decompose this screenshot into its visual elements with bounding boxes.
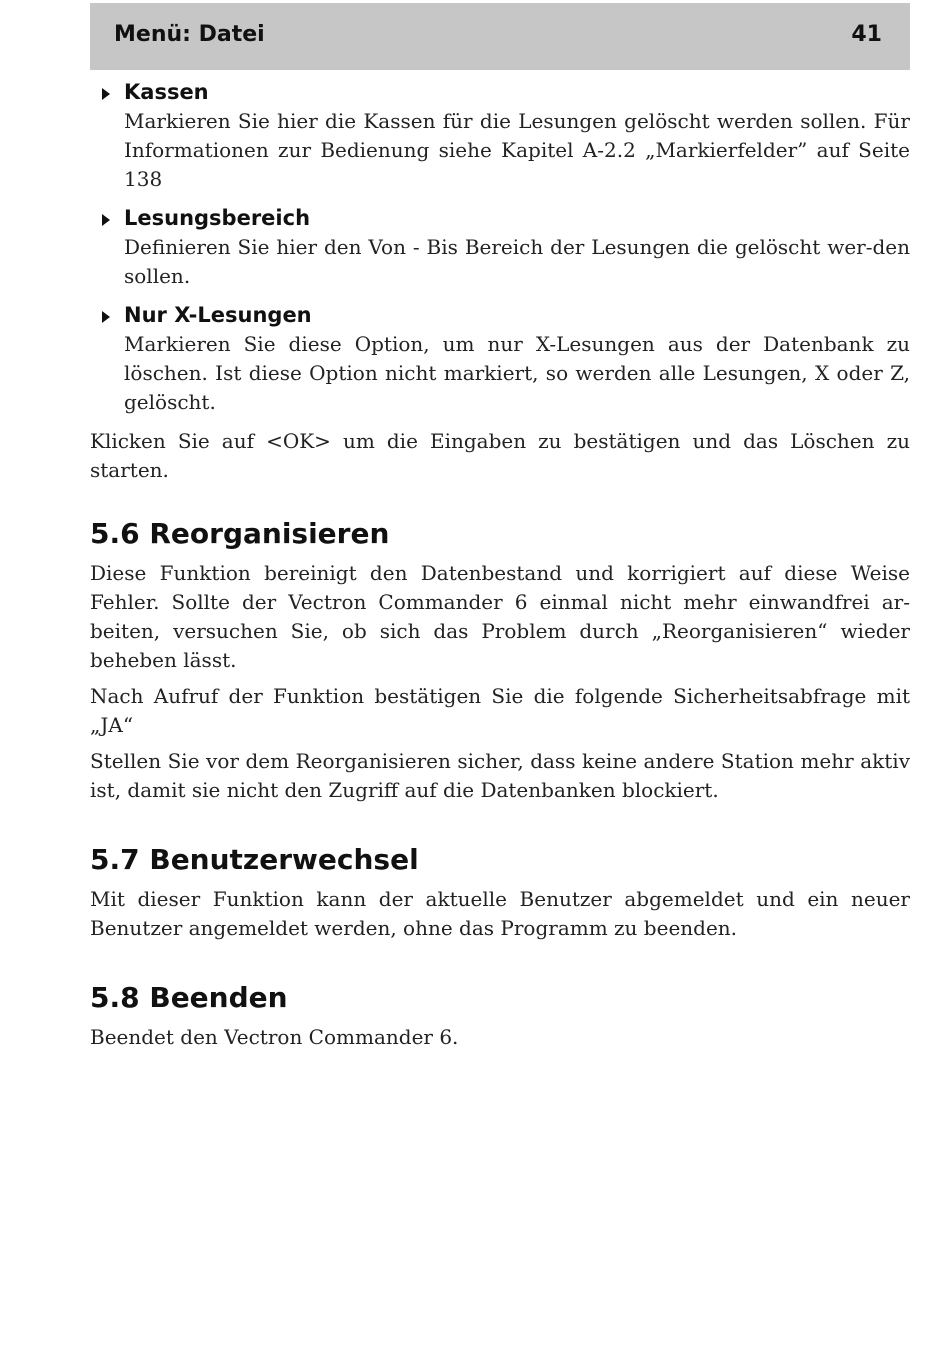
list-item-description: Markieren Sie diese Option, um nur X-Lesungen aus der Datenbank zu löschen. Ist diese Option nicht markiert, so werden alle Lesungen, X oder Z, gelöscht. (124, 332, 910, 414)
triangle-bullet-icon (102, 214, 110, 226)
section-paragraph: Beendet den Vectron Commander 6. (90, 1025, 459, 1049)
list-item-term: Lesungsbereich (124, 206, 311, 230)
list-item-term: Kassen (124, 80, 209, 104)
list-item-nur-x-lesungen (90, 301, 910, 417)
list-item-description: Markieren Sie hier die Kassen für die Lesungen gelöscht werden sollen. Für Informationen zur Bedienung siehe Kapitel A-2.2 „Markierfelder” auf Seite 138 (124, 109, 910, 191)
triangle-bullet-icon (102, 88, 110, 100)
list-item-lesungsbereich (90, 204, 910, 291)
section-paragraph: Nach Aufruf der Funktion bestätigen Sie die folgende Sicherheitsabfrage mit „JA“ (90, 684, 910, 737)
list-item-kassen (90, 78, 910, 194)
list-item-description: Definieren Sie hier den Von - Bis Bereich der Lesungen die gelöscht wer-den sollen. (124, 235, 910, 288)
section-paragraph: Stellen Sie vor dem Reorganisieren sicher, dass keine andere Station mehr aktiv ist, damit sie nicht den Zugriff auf die Datenbanken blockiert. (90, 749, 910, 802)
section-heading-reorganisieren: 5.6 Reorganisieren (90, 517, 390, 550)
section-heading-benutzerwechsel: 5.7 Benutzerwechsel (90, 843, 419, 876)
section-paragraph: Diese Funktion bereinigt den Datenbestand und korrigiert auf diese Weise Fehler. Sollte der Vectron Commander 6 einmal nicht mehr einwandfrei ar-beiten, versuchen Sie, ob sich das Problem durch „Reorganisieren“ wieder beheben lässt. (90, 561, 910, 672)
section-paragraph: Mit dieser Funktion kann der aktuelle Benutzer abgemeldet und ein neuer Benutzer angemeldet werden, ohne das Programm zu beenden. (90, 887, 910, 940)
section-heading-beenden: 5.8 Beenden (90, 981, 288, 1014)
page-header (90, 3, 910, 70)
ok-instruction-paragraph: Klicken Sie auf <OK> um die Eingaben zu bestätigen und das Löschen zu starten. (90, 429, 910, 482)
triangle-bullet-icon (102, 311, 110, 323)
chapter-title: Menü: Datei (114, 22, 265, 47)
list-item-term: Nur X-Lesungen (124, 303, 312, 327)
page-number: 41 (851, 22, 882, 47)
page-content (90, 78, 910, 1059)
